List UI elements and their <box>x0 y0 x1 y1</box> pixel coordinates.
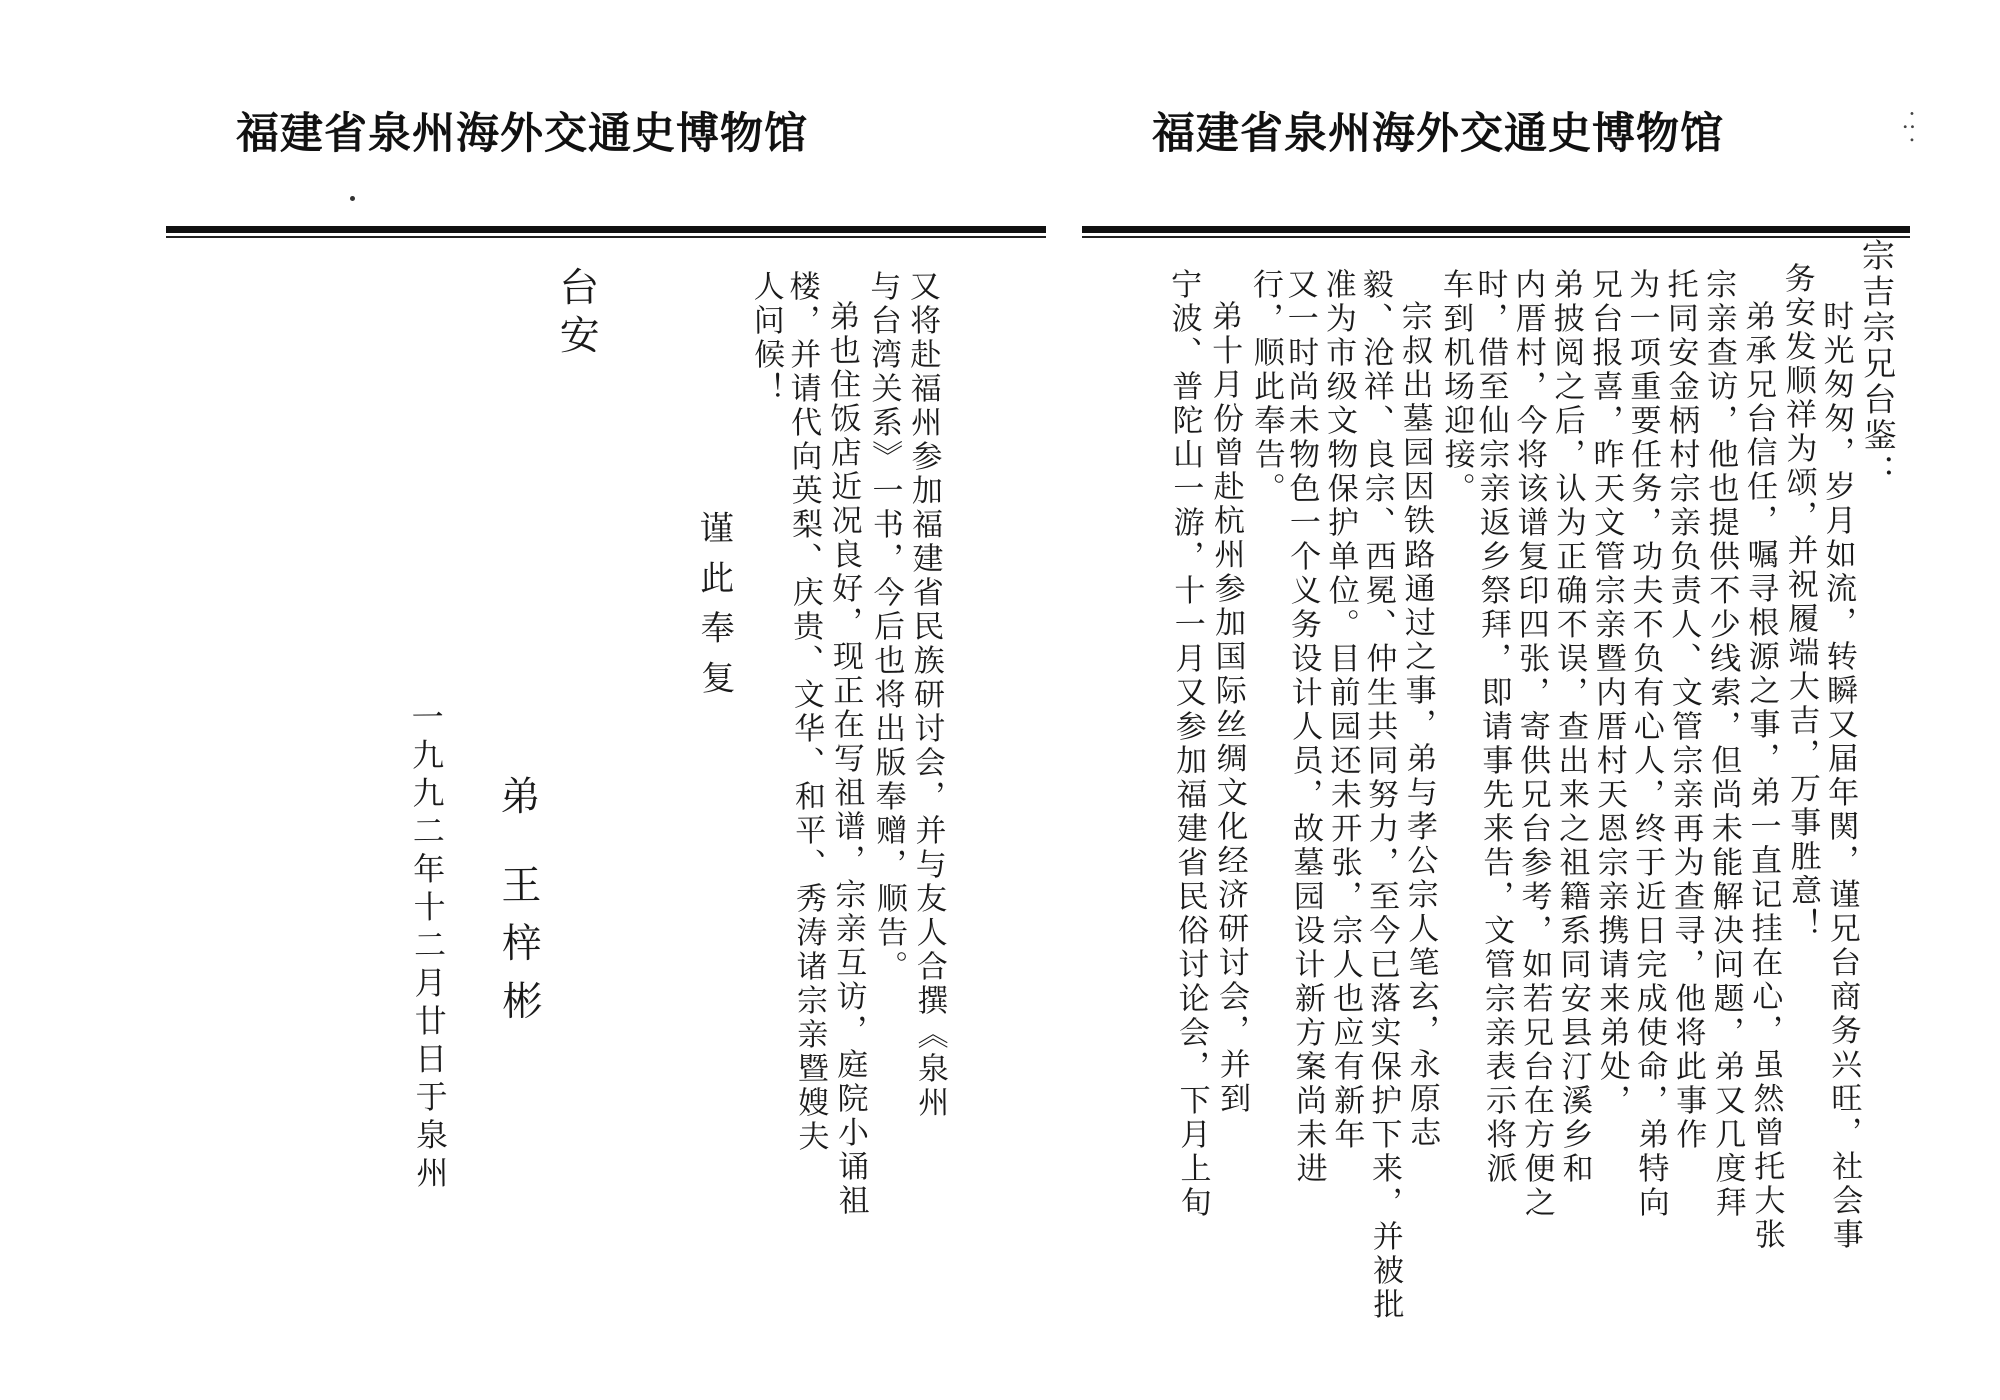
letterhead-title: 福建省泉州海外交通史博物馆 <box>236 109 808 159</box>
letterhead-rule <box>1082 226 1910 233</box>
letter-line-1: 时光匆匆，岁月如流，转瞬又届年関，谨兄台商务兴旺，社会事 <box>1817 299 1863 1253</box>
letter-signature: 弟 王梓彬 <box>493 774 543 1038</box>
letter-line-7: 兄台报喜，昨天文管宗亲暨内厝村天恩宗亲携请来弟处， <box>1585 267 1631 1119</box>
letter-page-1 <box>1060 0 2000 1400</box>
scan-dot <box>350 196 355 201</box>
letter-line-13: 毅、沧祥、良宗、西冕、仲生共同努力，至今已落实保护下来，并被批 <box>1356 267 1404 1323</box>
letter-salute: 台安 <box>552 265 600 363</box>
letter-line-10: 时，借至仙宗亲返乡祭拜，即请事先来告，文管宗亲表示将派 <box>1471 267 1517 1187</box>
letterhead-rule-thin <box>1082 236 1910 238</box>
letter-line-5: 托同安金柄村宗亲负责人、文管宗亲再为查寻，他将此事作 <box>1661 267 1707 1153</box>
letter-line-16: 行，顺此奉告。 <box>1246 267 1286 507</box>
letter-line-17: 弟十月份曾赴杭州参加国际丝绸文化经济研讨会，并到 <box>1205 299 1251 1117</box>
letter-line-21: 弟也住饭店近况良好，现正在写祖谱，宗亲互访，庭院小诵祖 <box>823 299 869 1219</box>
letter-line-23: 人问候！ <box>747 269 785 407</box>
letter-line-22: 楼，并请代向英梨、庆贵、文华、和平、秀涛诸宗亲暨嫂夫 <box>783 269 829 1155</box>
letter-line-3: 弟承兄台信任，嘱寻根源之事，弟一直记挂在心，虽然曾托大张 <box>1739 299 1785 1253</box>
letter-line-19: 又将赴福州参加福建省民族研讨会，并与友人合撰《泉州 <box>903 269 949 1121</box>
letter-line-11: 车到机场迎接。 <box>1436 267 1476 507</box>
letter-line-15: 又一时尚未物色一个义务设计人员，故墓园设计新方案尚未进 <box>1281 267 1327 1187</box>
letter-line-9: 内厝村，今将该谱复印四张，寄供兄台参考，如若兄台在方便之 <box>1509 267 1555 1221</box>
letter-closing: 谨此奉复 <box>692 509 736 711</box>
letter-line-4: 宗亲查访，他也提供不少线索，但尚未能解决问题，弟又几度拜 <box>1700 267 1746 1221</box>
letter-date: 一九九二年十二月廿日于泉州 <box>406 699 450 1195</box>
letterhead-rule <box>166 226 1046 233</box>
letter-line-20: 与台湾关系》一书，今后也将出版奉赠，顺告。 <box>864 269 908 985</box>
letter-line-8: 弟披阅之后，认为正确不误，查出来之祖籍系同安县汀溪乡和 <box>1547 267 1593 1187</box>
letterhead-title: 福建省泉州海外交通史博物馆 <box>1152 109 1724 159</box>
letter-line-2: 务安发顺祥为颂，并祝履端大吉，万事胜意！ <box>1778 261 1822 943</box>
letter-salutation: 宗吉宗兄台鉴： <box>1856 237 1899 491</box>
letter-line-14: 准为市级文物保护单位。目前园还未开张，宗人也应有新年 <box>1319 267 1365 1153</box>
letter-line-6: 为一项重要任务，功夫不负有心人，终于近日完成使命，弟特向 <box>1623 267 1669 1221</box>
letter-line-18: 宁波、普陀山一游，十一月又参加福建省民俗讨论会，下月上旬 <box>1165 267 1211 1221</box>
scan-edge-marks: ·:· <box>1898 110 1923 150</box>
letter-line-12: 宗叔出墓园因铁路通过之事，弟与孝公宗人笔玄，永原志 <box>1395 299 1441 1151</box>
letterhead-rule-thin <box>166 236 1046 238</box>
